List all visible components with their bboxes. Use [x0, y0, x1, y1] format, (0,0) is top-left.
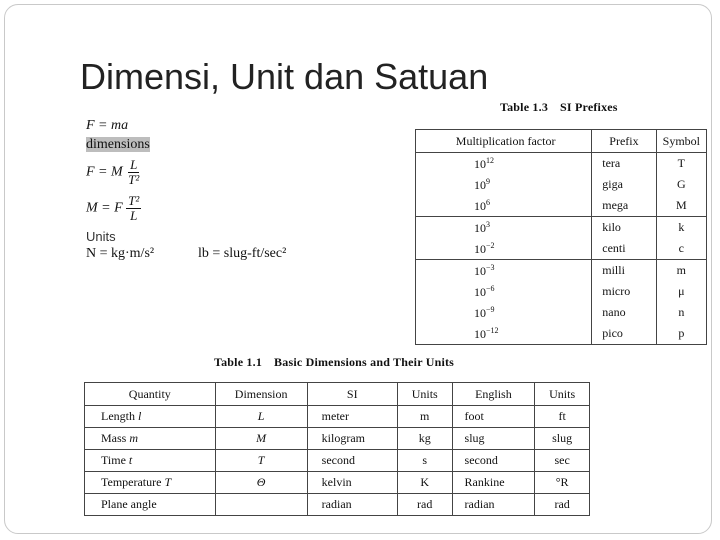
- english-unit-symbol-cell: rad: [535, 494, 590, 516]
- english-unit-name-cell: Rankine: [452, 472, 535, 494]
- prefix-table-caption: Table 1.3 SI Prefixes: [500, 100, 618, 114]
- english-unit-symbol-cell: sec: [535, 450, 590, 472]
- si-unit-name-cell: second: [307, 450, 397, 472]
- table-row: [85, 472, 590, 494]
- symbol-cell: μ: [656, 281, 706, 302]
- symbol-cell: M: [656, 195, 706, 217]
- table-row: [416, 281, 707, 302]
- multiplication-factor-cell: $10^{-6}$: [416, 281, 592, 302]
- header-symbol: Symbol: [656, 130, 706, 153]
- quantity-cell: Mass m: [85, 428, 216, 450]
- header-si: SI: [307, 383, 397, 406]
- si-unit-name-cell: meter: [307, 406, 397, 428]
- table-row: [416, 260, 707, 282]
- newton-law: F = ma: [86, 118, 129, 133]
- english-unit-symbol-cell: slug: [535, 428, 590, 450]
- table-row: [416, 323, 707, 345]
- symbol-cell: G: [656, 174, 706, 195]
- english-unit-symbol-cell: ft: [535, 406, 590, 428]
- si-force-unit: N = kg·m/s²: [86, 246, 155, 261]
- si-unit-symbol-cell: m: [397, 406, 452, 428]
- slide-title: Dimensi, Unit dan Satuan: [80, 56, 489, 97]
- si-unit-symbol-cell: kg: [397, 428, 452, 450]
- english-unit-name-cell: radian: [452, 494, 535, 516]
- table-row: [85, 494, 590, 516]
- multiplication-factor-cell: $10^{12}$: [416, 153, 592, 175]
- multiplication-factor-cell: $10^{-3}$: [416, 260, 592, 282]
- multiplication-factor-cell: $10^{-12}$: [416, 323, 592, 345]
- dimensions-table-caption: Table 1.1 Basic Dimensions and Their Units: [214, 355, 455, 369]
- multiplication-factor-cell: $10^3$: [416, 217, 592, 239]
- dimension-cell: L: [215, 406, 307, 428]
- force-dimension-formula: F = M $\frac{L}{\text{T²}}$: [86, 157, 140, 187]
- prefix-cell: milli: [592, 260, 656, 282]
- dimension-cell: M: [215, 428, 307, 450]
- header-dimension: Dimension: [215, 383, 307, 406]
- header-si-units: Units: [397, 383, 452, 406]
- multiplication-factor-cell: $10^{-2}$: [416, 238, 592, 260]
- si-unit-name-cell: radian: [307, 494, 397, 516]
- si-unit-symbol-cell: rad: [397, 494, 452, 516]
- si-prefix-table: [415, 129, 707, 345]
- header-prefix: Prefix: [592, 130, 656, 153]
- multiplication-factor-cell: $10^{-9}$: [416, 302, 592, 323]
- table-row: [416, 217, 707, 239]
- quantity-cell: Length l: [85, 406, 216, 428]
- prefix-cell: tera: [592, 153, 656, 175]
- prefix-cell: nano: [592, 302, 656, 323]
- mass-dimension-formula: M = F $\frac{\text{T²}}{L}$: [86, 193, 140, 223]
- table-row: [416, 195, 707, 217]
- quantity-cell: Time t: [85, 450, 216, 472]
- table-row: [85, 406, 590, 428]
- prefix-cell: kilo: [592, 217, 656, 239]
- table-row: [416, 302, 707, 323]
- table-header-row: [416, 130, 707, 153]
- dimension-cell: T: [215, 450, 307, 472]
- symbol-cell: n: [656, 302, 706, 323]
- prefix-cell: mega: [592, 195, 656, 217]
- symbol-cell: k: [656, 217, 706, 239]
- table-row: [85, 450, 590, 472]
- dimensions-label: dimensions: [86, 137, 150, 152]
- dimension-cell: [215, 494, 307, 516]
- english-unit-symbol-cell: °R: [535, 472, 590, 494]
- header-english-units: Units: [535, 383, 590, 406]
- english-unit-name-cell: slug: [452, 428, 535, 450]
- multiplication-factor-cell: $10^9$: [416, 174, 592, 195]
- prefix-cell: centi: [592, 238, 656, 260]
- symbol-cell: T: [656, 153, 706, 175]
- si-unit-name-cell: kilogram: [307, 428, 397, 450]
- symbol-cell: p: [656, 323, 706, 345]
- dimension-cell: Θ: [215, 472, 307, 494]
- prefix-cell: micro: [592, 281, 656, 302]
- prefix-cell: pico: [592, 323, 656, 345]
- english-unit-name-cell: second: [452, 450, 535, 472]
- symbol-cell: c: [656, 238, 706, 260]
- si-unit-symbol-cell: K: [397, 472, 452, 494]
- quantity-cell: Temperature T: [85, 472, 216, 494]
- basic-dimensions-table: [84, 382, 590, 516]
- table-header-row: [85, 383, 590, 406]
- multiplication-factor-cell: $10^6$: [416, 195, 592, 217]
- header-multiplication-factor: Multiplication factor: [416, 130, 592, 153]
- english-unit-name-cell: foot: [452, 406, 535, 428]
- header-english: English: [452, 383, 535, 406]
- header-quantity: Quantity: [85, 383, 216, 406]
- table-row: [416, 174, 707, 195]
- si-unit-name-cell: kelvin: [307, 472, 397, 494]
- table-row: [416, 238, 707, 260]
- table-row: [416, 153, 707, 175]
- force-fraction: $\frac{L}{\text{T²}}$: [128, 157, 140, 187]
- si-unit-symbol-cell: s: [397, 450, 452, 472]
- units-label: Units: [86, 229, 116, 244]
- quantity-cell: Plane angle: [85, 494, 216, 516]
- symbol-cell: m: [656, 260, 706, 282]
- table-row: [85, 428, 590, 450]
- english-force-unit: lb = slug-ft/sec²: [198, 246, 287, 261]
- prefix-cell: giga: [592, 174, 656, 195]
- mass-fraction: $\frac{\text{T²}}{L}$: [128, 193, 140, 223]
